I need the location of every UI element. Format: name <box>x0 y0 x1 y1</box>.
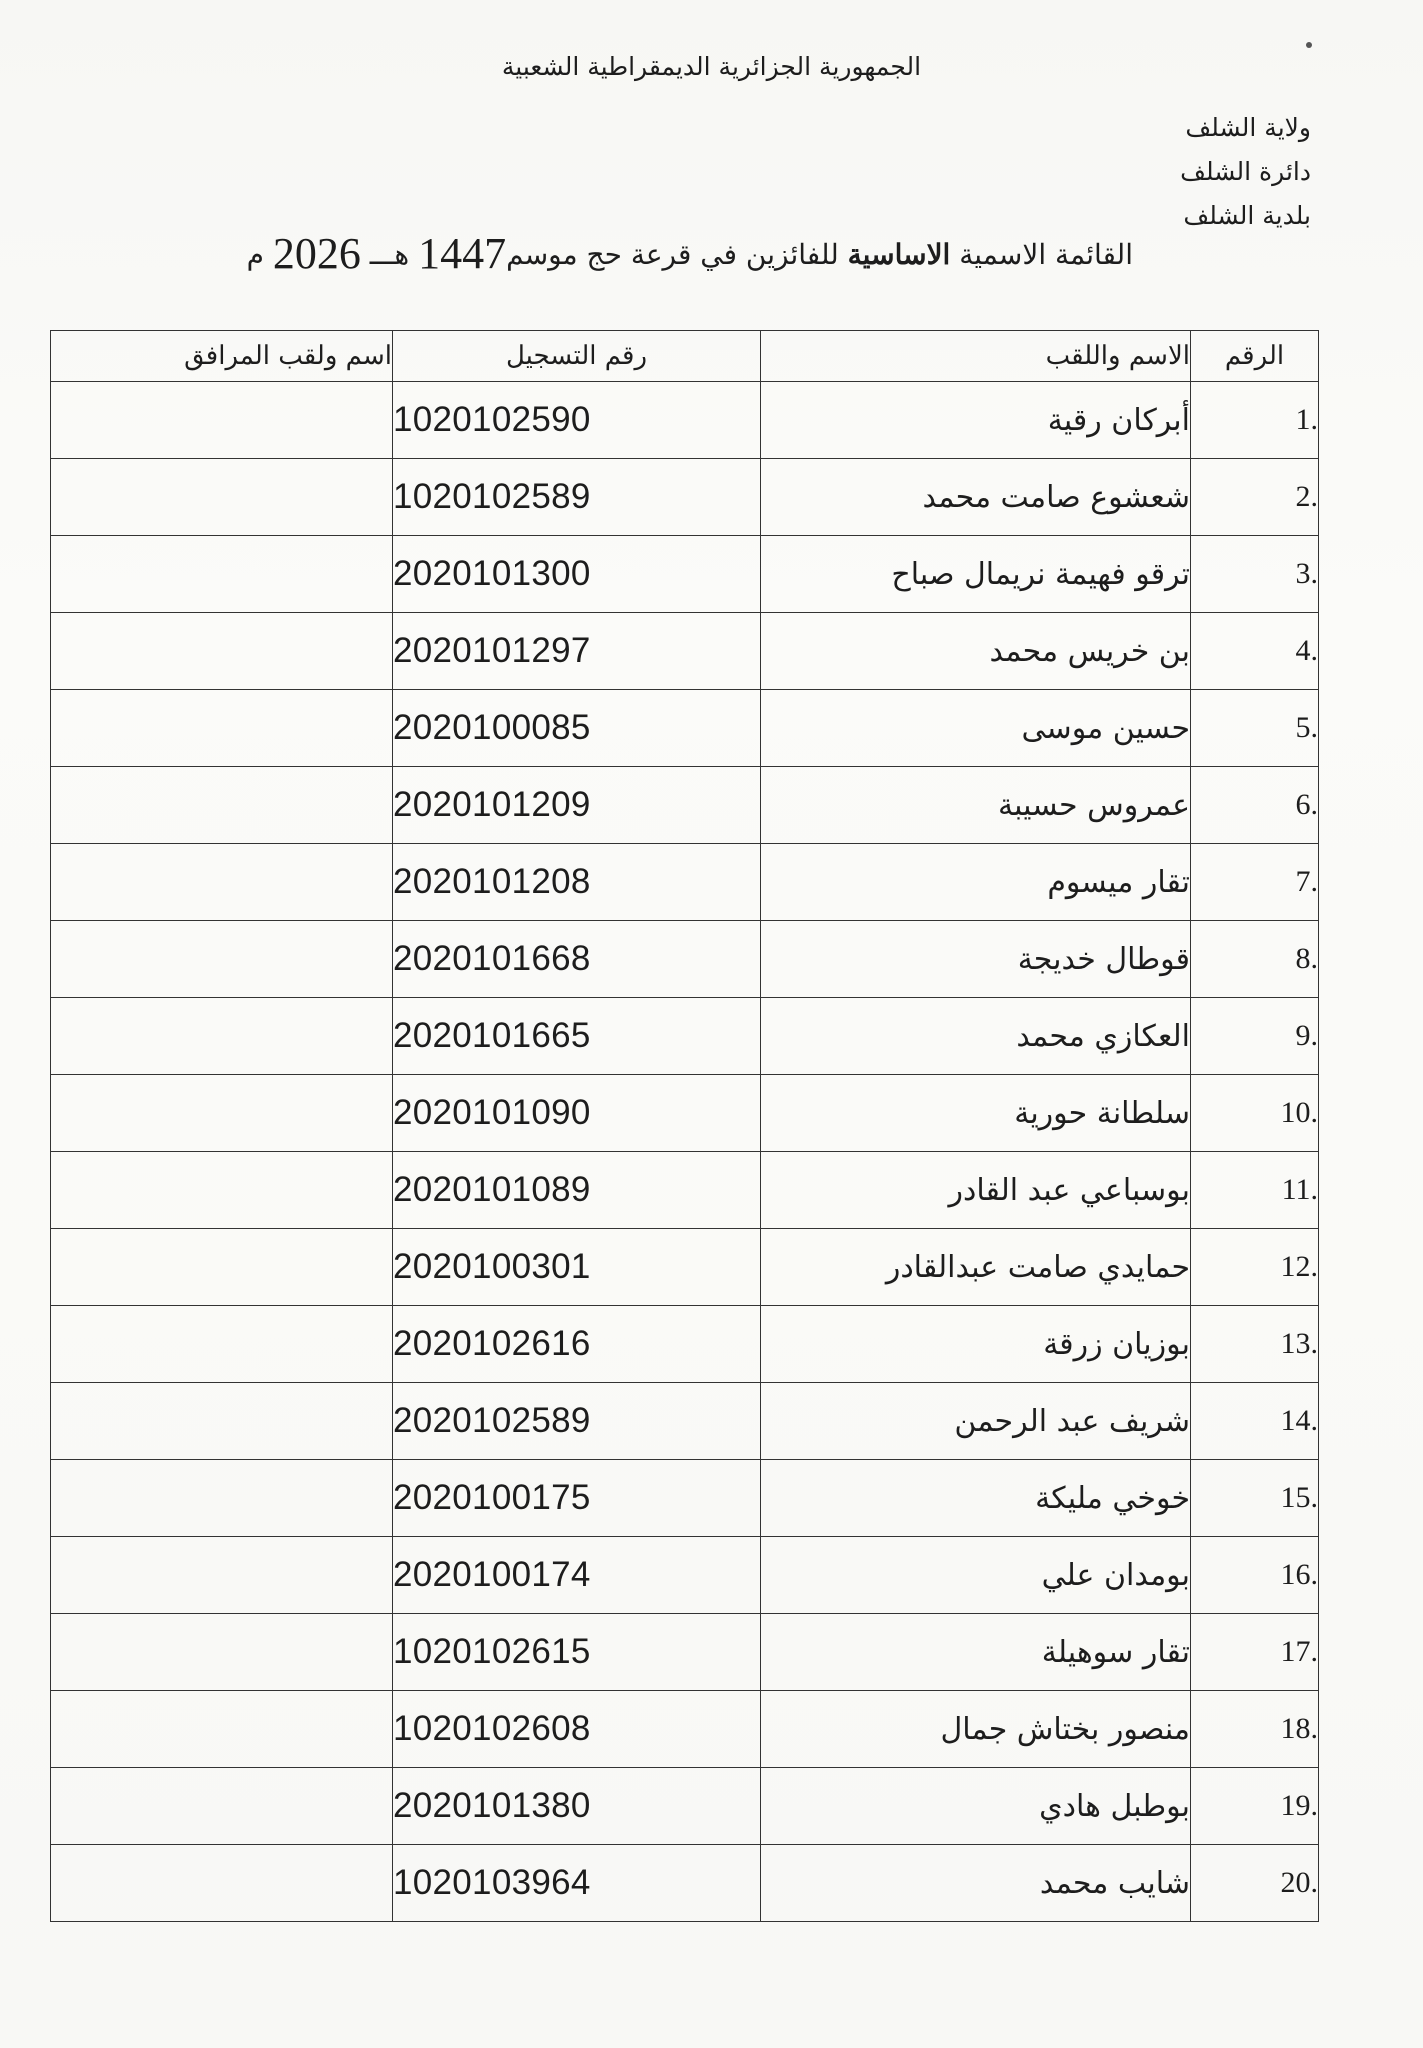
row-number: .19 <box>1191 1768 1319 1845</box>
district-label: دائرة الشلف <box>1180 157 1311 186</box>
row-name: حمايدي صامت عبدالقادر <box>761 1229 1191 1306</box>
title-prefix: القائمة الاسمية <box>959 238 1133 271</box>
row-companion <box>51 921 393 998</box>
row-number: .14 <box>1191 1383 1319 1460</box>
row-name: خوخي مليكة <box>761 1460 1191 1537</box>
row-number: .7 <box>1191 844 1319 921</box>
row-registration: 1020102608 <box>393 1691 761 1768</box>
row-companion <box>51 1768 393 1845</box>
row-registration: 1020102590 <box>393 382 761 459</box>
row-companion <box>51 1691 393 1768</box>
ink-dot <box>1306 42 1312 48</box>
row-number: .15 <box>1191 1460 1319 1537</box>
row-registration: 2020100175 <box>393 1460 761 1537</box>
row-name: منصور بختاش جمال <box>761 1691 1191 1768</box>
table-row <box>51 1768 1319 1845</box>
row-number: .20 <box>1191 1845 1319 1922</box>
table-row <box>51 382 1319 459</box>
row-registration: 2020101300 <box>393 536 761 613</box>
row-name: بن خريس محمد <box>761 613 1191 690</box>
row-name: حسين موسى <box>761 690 1191 767</box>
province-label: ولاية الشلف <box>1185 113 1311 142</box>
table-row <box>51 1383 1319 1460</box>
title-emphasis: الاساسية <box>847 238 951 271</box>
row-name: تقار سوهيلة <box>761 1614 1191 1691</box>
row-registration: 2020101297 <box>393 613 761 690</box>
row-companion <box>51 459 393 536</box>
table-row <box>51 1537 1319 1614</box>
row-number: .6 <box>1191 767 1319 844</box>
row-number: .4 <box>1191 613 1319 690</box>
row-companion <box>51 1537 393 1614</box>
row-number: .9 <box>1191 998 1319 1075</box>
table-row <box>51 690 1319 767</box>
row-registration: 2020101209 <box>393 767 761 844</box>
row-companion <box>51 1075 393 1152</box>
row-registration: 2020100174 <box>393 1537 761 1614</box>
row-number: .2 <box>1191 459 1319 536</box>
row-number: .1 <box>1191 382 1319 459</box>
row-companion <box>51 382 393 459</box>
row-companion <box>51 1306 393 1383</box>
row-companion <box>51 1845 393 1922</box>
row-registration: 2020101380 <box>393 1768 761 1845</box>
table-row <box>51 921 1319 998</box>
row-number: .3 <box>1191 536 1319 613</box>
title-gregorian-suffix: م <box>246 238 264 271</box>
row-registration: 1020102615 <box>393 1614 761 1691</box>
row-registration: 2020101208 <box>393 844 761 921</box>
row-number: .12 <box>1191 1229 1319 1306</box>
republic-heading: الجمهورية الجزائرية الديمقراطية الشعبية <box>501 52 922 81</box>
table-row <box>51 1229 1319 1306</box>
title-hijri-suffix: هـــ <box>369 238 410 271</box>
row-registration: 2020101090 <box>393 1075 761 1152</box>
header-registration: رقم التسجيل <box>393 331 761 382</box>
row-name: قوطال خديجة <box>761 921 1191 998</box>
row-number: .16 <box>1191 1537 1319 1614</box>
header-companion: اسم ولقب المرافق <box>51 331 393 382</box>
table-row <box>51 1460 1319 1537</box>
row-registration: 2020102616 <box>393 1306 761 1383</box>
row-number: .11 <box>1191 1152 1319 1229</box>
row-companion <box>51 1152 393 1229</box>
header-name: الاسم واللقب <box>761 331 1191 382</box>
row-companion <box>51 690 393 767</box>
document-title <box>247 228 1133 279</box>
header-number: الرقم <box>1191 331 1319 382</box>
table-body <box>51 382 1319 1922</box>
row-name: شريف عبد الرحمن <box>761 1383 1191 1460</box>
row-registration: 2020101665 <box>393 998 761 1075</box>
title-middle: للفائزين في قرعة حج موسم <box>506 238 839 271</box>
row-name: ترقو فهيمة نريمال صباح <box>761 536 1191 613</box>
title-hijri-year: 1447 <box>418 229 507 278</box>
row-registration: 2020102589 <box>393 1383 761 1460</box>
table-row <box>51 844 1319 921</box>
table-row <box>51 998 1319 1075</box>
row-companion <box>51 613 393 690</box>
row-companion <box>51 844 393 921</box>
row-name: سلطانة حورية <box>761 1075 1191 1152</box>
row-companion <box>51 536 393 613</box>
table-row <box>51 459 1319 536</box>
row-number: .8 <box>1191 921 1319 998</box>
row-name: العكازي محمد <box>761 998 1191 1075</box>
table-header-row <box>51 331 1319 382</box>
table-row <box>51 1152 1319 1229</box>
row-name: شعشوع صامت محمد <box>761 459 1191 536</box>
row-companion <box>51 1229 393 1306</box>
row-name: بوطبل هادي <box>761 1768 1191 1845</box>
row-registration: 2020100085 <box>393 690 761 767</box>
row-number: .5 <box>1191 690 1319 767</box>
row-name: تقار ميسوم <box>761 844 1191 921</box>
table-row <box>51 536 1319 613</box>
row-companion <box>51 998 393 1075</box>
row-registration: 2020101668 <box>393 921 761 998</box>
row-companion <box>51 767 393 844</box>
table-row <box>51 1691 1319 1768</box>
table-row <box>51 1845 1319 1922</box>
municipality-label: بلدية الشلف <box>1183 201 1311 230</box>
row-registration: 1020102589 <box>393 459 761 536</box>
row-number: .18 <box>1191 1691 1319 1768</box>
row-registration: 2020101089 <box>393 1152 761 1229</box>
table-row <box>51 1075 1319 1152</box>
row-name: بومدان علي <box>761 1537 1191 1614</box>
row-companion <box>51 1383 393 1460</box>
row-name: بوسباعي عبد القادر <box>761 1152 1191 1229</box>
row-number: .17 <box>1191 1614 1319 1691</box>
row-number: .10 <box>1191 1075 1319 1152</box>
row-registration: 2020100301 <box>393 1229 761 1306</box>
row-companion <box>51 1460 393 1537</box>
row-name: أبركان رقية <box>761 382 1191 459</box>
table-row <box>51 1614 1319 1691</box>
row-name: بوزيان زرقة <box>761 1306 1191 1383</box>
table-row <box>51 613 1319 690</box>
row-companion <box>51 1614 393 1691</box>
row-registration: 1020103964 <box>393 1845 761 1922</box>
table-row <box>51 1306 1319 1383</box>
row-name: عمروس حسيبة <box>761 767 1191 844</box>
winners-table <box>50 330 1319 1922</box>
row-name: شايب محمد <box>761 1845 1191 1922</box>
administrative-block <box>1180 106 1311 238</box>
row-number: .13 <box>1191 1306 1319 1383</box>
table-row <box>51 767 1319 844</box>
title-gregorian-year: 2026 <box>272 229 361 278</box>
